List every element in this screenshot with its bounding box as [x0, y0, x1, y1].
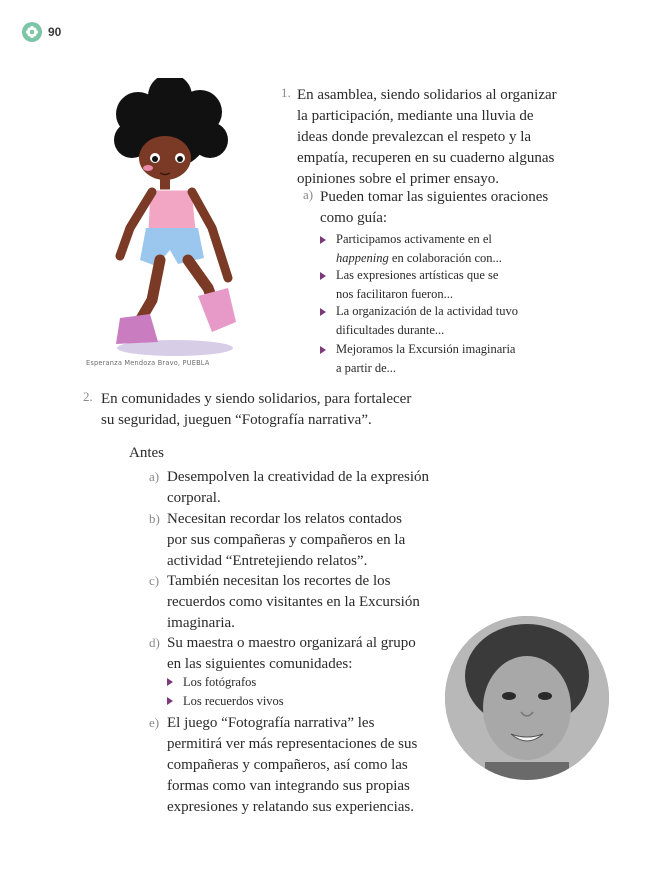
page-number: 90 [48, 25, 62, 39]
bullet-line: La organización de la actividad tuvo [336, 304, 518, 318]
triangle-bullet-icon [167, 678, 173, 686]
item-line: en las siguientes comunidades: [167, 656, 353, 672]
bullet-line: a partir de... [336, 360, 397, 375]
triangle-bullet-icon [167, 697, 173, 705]
item-line: Su maestra o maestro organizará al grupo [167, 635, 416, 651]
triangle-bullet-icon [320, 272, 326, 280]
item-line: También necesitan los recortes de los [167, 573, 391, 589]
item-line: corporal. [167, 490, 221, 506]
item-line: Necesitan recordar los relatos contados [167, 511, 402, 527]
q2-item-a [167, 467, 442, 509]
bullet-line: Participamos activamente en el [336, 232, 492, 246]
q2-bullet-item: Los fotógrafos [183, 675, 257, 689]
q2-item-letter: b) [149, 511, 160, 526]
q1-number: 1. [281, 85, 291, 100]
bullet-line: Mejoramos la Excursión imaginaria [336, 342, 516, 356]
antes-heading: Antes [129, 445, 164, 461]
bullet-line: nos facilitaron fueron... [336, 286, 453, 301]
page-header [22, 22, 61, 42]
q2-item-c [167, 571, 442, 634]
q1a-text [320, 187, 565, 229]
q2-text [101, 389, 421, 431]
item-line: El juego “Fotografía narrativa” les [167, 715, 375, 731]
q2-number: 2. [83, 389, 93, 404]
triangle-bullet-icon [320, 308, 326, 316]
q2-item-letter: a) [149, 469, 160, 484]
q1-line: la participación, mediante una lluvia de [297, 108, 534, 124]
triangle-bullet-icon [320, 346, 326, 354]
item-line: actividad “Entretejiendo relatos”. [167, 553, 368, 569]
q1-line: empatía, recuperen en su cuaderno algunas [297, 150, 555, 166]
q2-item-letter: d) [149, 635, 160, 650]
q1-bullet-item [336, 266, 566, 303]
bullet-italic: happening [336, 250, 389, 265]
flower-icon [22, 22, 42, 42]
q2-line: su seguridad, jueguen “Fotografía narrativa”. [101, 412, 372, 428]
bullet-line: Las expresiones artísticas que se [336, 268, 499, 282]
item-line: Desempolven la creatividad de la expresión [167, 469, 429, 485]
q1-bullet-item [336, 230, 566, 267]
triangle-bullet-icon [320, 236, 326, 244]
q1-bullet-item [336, 302, 566, 339]
q1-bullet-item [336, 340, 566, 377]
item-line: compañeras y compañeros, así como las [167, 757, 408, 773]
q1a-line: como guía: [320, 210, 388, 226]
q1a-line: Pueden tomar las siguientes oraciones [320, 189, 549, 205]
q1-text [297, 85, 567, 190]
illustration-credit: Esperanza Mendoza Bravo, PUEBLA [86, 359, 210, 367]
q2-item-d [167, 633, 442, 675]
q2-item-e [167, 713, 442, 818]
q2-item-letter: e) [149, 715, 160, 730]
q2-item-letter: c) [149, 573, 160, 588]
q1-line: En asamblea, siendo solidarios al organizar [297, 87, 557, 103]
bullet-line: en colaboración con... [388, 250, 502, 265]
item-line: por sus compañeras y compañeros en la [167, 532, 406, 548]
item-line: imaginaria. [167, 615, 235, 631]
item-line: formas como van integrando sus propias [167, 778, 410, 794]
item-line: permitirá ver más representaciones de sus [167, 736, 418, 752]
bullet-line: dificultades durante... [336, 322, 445, 337]
q2-bullet-item: Los recuerdos vivos [183, 694, 284, 708]
q2-item-b [167, 509, 442, 572]
q1-line: ideas donde prevalezcan el respeto y la [297, 129, 532, 145]
q1-line: opiniones sobre el primer ensayo. [297, 171, 500, 187]
q2-line: En comunidades y siendo solidarios, para fortalecer [101, 391, 412, 407]
girl-illustration [100, 78, 270, 368]
item-line: recuerdos como visitantes en la Excursión [167, 594, 420, 610]
item-line: expresiones y relatando sus experiencias. [167, 799, 414, 815]
q1a-letter: a) [303, 187, 314, 202]
student-photo [445, 616, 609, 780]
